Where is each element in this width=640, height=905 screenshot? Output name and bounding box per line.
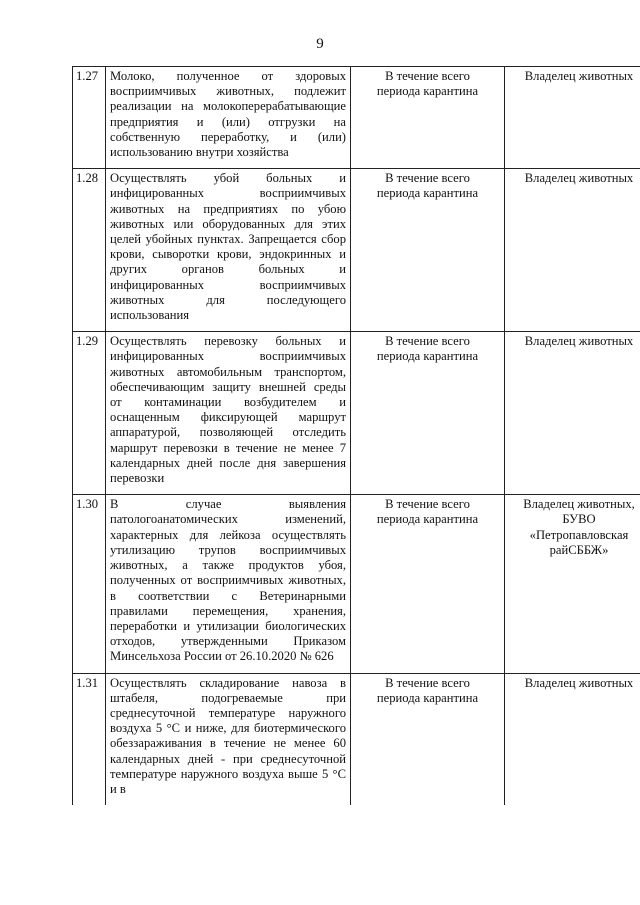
row-description: Осуществлять убой больных и инфицированных восприимчивых животных на предприятиях по убою животных или оборудованных для этих целей убойных пунктах. Запрещается сбор крови, сыворотки крови, эндокринных и других органов больных и инфицированных восприимчивых животных для последующего использования [110,171,346,323]
row-description-cell [106,169,351,332]
row-period: В течение всего периода карантина [376,497,479,527]
table-row [73,67,640,169]
row-responsible-cell [505,673,640,805]
row-period-cell [351,495,505,673]
row-description: Молоко, полученное от здоровых восприимчивых животных, подлежит реализации на молокоперерабатывающие предприятия и (или) отгрузки на собственную переработку, и (или) использованию внутри хозяйства [110,69,346,160]
page-number: 9 [316,36,324,52]
row-responsible-cell [505,67,640,169]
row-period-cell [351,67,505,169]
row-responsible: Владелец животных [524,69,634,83]
row-number: 1.31 [73,673,106,805]
row-description: Осуществлять перевозку больных и инфицированных восприимчивых животных автомобильным транспортом, обеспечивающим защиту внешней среды от контаминации возбудителем и оснащенным фиксирующей маршрут аппаратурой, позволяющей отследить маршрут перевозки в течение не менее 7 календарных дней после дня завершения перевозки [110,334,346,486]
row-number: 1.28 [73,169,106,332]
measures-table [72,66,640,805]
row-responsible: Владелец животных [524,334,634,349]
row-period: В течение всего периода карантина [376,675,479,705]
row-period-cell [351,332,505,495]
row-responsible-cell [505,332,640,495]
row-number: 1.29 [73,332,106,495]
row-responsible: Владелец животных, БУВО «Петропавловская райСББЖ» [523,497,635,557]
row-description-cell [106,67,351,169]
row-description-cell [106,673,351,805]
row-responsible-cell [505,169,640,332]
row-description: В случае выявления патологоанатомических изменений, характерных для лейкоза осуществлять утилизацию трупов восприимчивых животных, а также продуктов убоя, полученных от восприимчивых животных, в соответствии с Ветеринарными правилами перемещения, хранения, переработки и утилизации биологических отходов, утвержденными Приказом Минсельхоза России от 26.10.2020 № 626 [110,497,346,664]
row-number: 1.27 [73,67,106,169]
row-description-cell [106,332,351,495]
row-responsible: Владелец животных [524,171,634,186]
row-period: В течение всего периода карантина [376,171,479,201]
table-row [73,332,640,495]
table-row [73,495,640,673]
row-number: 1.30 [73,495,106,673]
row-period-cell [351,673,505,805]
row-period: В течение всего периода карантина [376,69,479,99]
row-period-cell [351,169,505,332]
row-responsible-cell [505,495,640,673]
row-description: Осуществлять складирование навоза в штабеля, подогреваемые при среднесуточной температуре наружного воздуха 5 °С и ниже, для биотермического обеззараживания в течение не менее 60 календарных дней - при среднесуточной температуре наружного воздуха выше 5 °С и в [110,675,346,796]
table-row [73,169,640,332]
row-description-cell [106,495,351,673]
table-row [73,673,640,805]
row-responsible: Владелец животных [524,675,634,690]
row-period: В течение всего периода карантина [376,334,479,364]
